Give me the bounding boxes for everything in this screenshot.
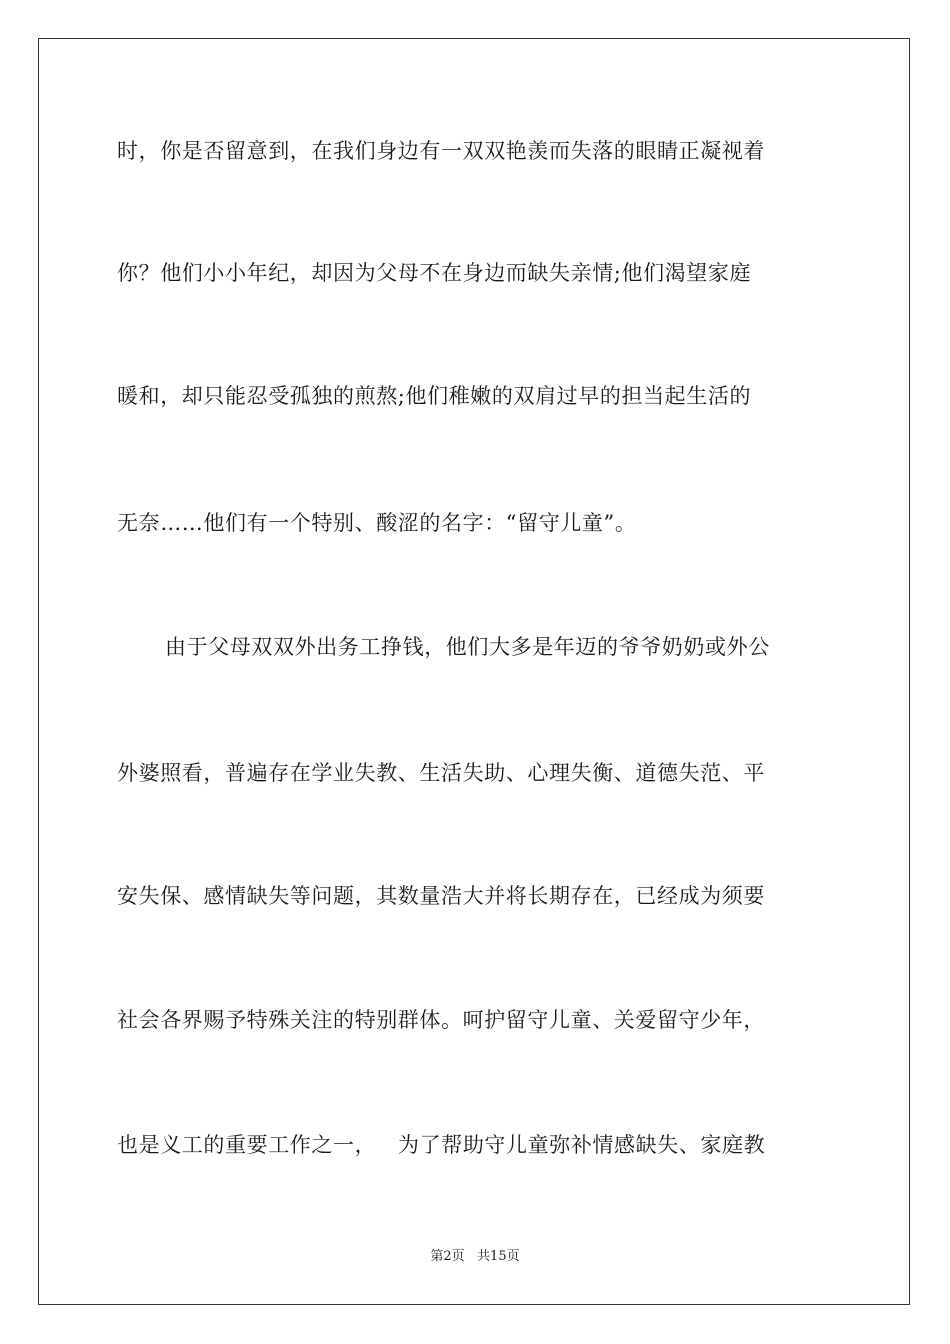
page-number-footer: 第2页 共15页 [430, 1249, 520, 1264]
paragraph-line: 也是义工的重要工作之一， 为了帮助守儿童弥补情感缺失、家庭教 [117, 1133, 766, 1157]
paragraph-line: 外婆照看，普遍存在学业失教、生活失助、心理失衡、道德失范、平 [117, 761, 765, 785]
paragraph-line: 无奈……他们有一个特别、酸涩的名字：“留守儿童”。 [117, 511, 637, 535]
paragraph-first-line: 由于父母双双外出务工挣钱，他们大多是年迈的爷爷奶奶或外公 [165, 635, 770, 659]
paragraph-line: 你？他们小小年纪，却因为父母不在身边而缺失亲情;他们渴望家庭 [117, 261, 752, 285]
page-frame [38, 38, 910, 1305]
paragraph-line: 安失保、感情缺失等问题，其数量浩大并将长期存在，已经成为须要 [117, 884, 765, 908]
paragraph-line: 社会各界赐予特殊关注的特别群体。呵护留守儿童、关爱留守少年， [117, 1008, 765, 1032]
paragraph-line: 暖和，却只能忍受孤独的煎熬;他们稚嫩的双肩过早的担当起生活的 [117, 384, 752, 408]
paragraph-line: 时，你是否留意到，在我们身边有一双双艳羡而失落的眼睛正凝视着 [117, 139, 765, 163]
